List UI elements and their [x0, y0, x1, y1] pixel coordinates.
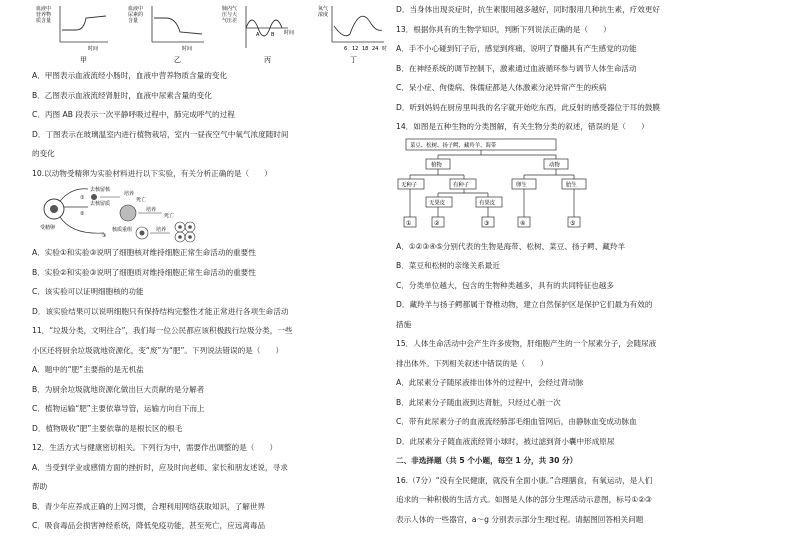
q12-stem: 12．生活方式与健康密切相关。下列行为中，需要作出调整的是（ ） [32, 443, 278, 452]
tree-animal: 动物 [549, 162, 560, 168]
bing-ylabel-2: 压与大 [222, 12, 238, 18]
jia-caption: 甲 [80, 56, 87, 64]
section-heading: 二、非选择题（共 5 个小题，每空 1 分，共 30 分） [396, 456, 578, 465]
q13-stem: 13．根据你具有的生物学知识，判断下列说法正确的是（ ） [396, 24, 611, 34]
q10-r2-label: 去核留质 [90, 201, 111, 207]
graph-yi [128, 5, 204, 64]
right-column [396, 0, 766, 529]
ding-ylabel-1: 氧气 [318, 6, 329, 12]
ding-tick-6: 6 [344, 46, 348, 52]
tree-leaf-1: ① [406, 219, 412, 227]
q13-option-d: D．听到妈妈在厨房里叫我的名字就开始吃东西，此反射的感受器位于耳的鼓膜 [396, 102, 661, 112]
q10-r1-label: 去核留核 [90, 187, 111, 193]
q11-option-b: B．为厨余垃圾就地资源化做出巨大贡献的是分解者 [32, 384, 205, 394]
bing-ylabel-1: 肺内气 [222, 6, 238, 12]
q16-line-3: 表示人体的一些器官，a～g 分别表示部分生理过程。请据图回答相关问题 [396, 514, 644, 524]
q14-classification-tree [396, 137, 766, 237]
ding-xunit: 时 [382, 46, 388, 52]
q10-option-b: B．实验②和实验③说明了细胞质对维持细胞正常生命活动的重要性 [32, 267, 256, 277]
ding-caption: 丁 [350, 56, 357, 64]
q10-egg-label: 受精卵 [40, 225, 56, 231]
tree-leaf-3: ③ [484, 219, 490, 227]
q10-experiment-svg [32, 183, 402, 243]
q13-option-a: A．手不小心碰到钉子后，感觉到疼痛，说明了脊髓具有产生感觉的功能 [396, 44, 637, 53]
q10-n1: ① [80, 195, 85, 201]
q16-line-2: 追求的一种积极的生活方式。如图是人体的部分生理活动示意图，标号①②③ [396, 495, 652, 504]
bing-point-a: A [256, 32, 260, 38]
bing-xlabel: 时间 [284, 30, 295, 36]
q12-option-a: A．当受到学业或感情方面的挫折时，应及时向老师、家长和朋友述说，寻求 [32, 462, 288, 472]
q13-option-b: B．在神经系统的调节控制下，激素通过血液循环参与调节人体生命活动 [396, 63, 637, 73]
ding-tick-18: 18 [362, 46, 369, 52]
q10-option-d: D．该实验结果可以说明细胞只有保持结构完整性才能正常进行各项生命活动 [32, 306, 289, 316]
ding-ylabel-2: 浓度 [318, 12, 329, 18]
q15-option-c: C．带有此尿素分子的血液流经肺部毛细血管网后，由静脉血变成动脉血 [396, 417, 637, 426]
yi-ylabel-2: 尿素的 [128, 12, 144, 18]
tree-leaf-5: ⑤ [570, 219, 576, 227]
graph-bing [222, 5, 294, 64]
figure-row-jia-yi-bing-ding [32, 0, 402, 66]
yi-ylabel-3: 含量 [128, 18, 139, 24]
q11-stem-2: 小区还将厨余垃圾就地资源化，变“废”为“肥”。下列说法错误的是（ ） [32, 345, 284, 355]
tree-leaf-2: ② [434, 219, 440, 227]
q14-option-d: D．藏羚羊与扬子鳄都属于脊椎动物，建立自然保护区是保护它们最为有效的 [396, 300, 653, 309]
q15-stem-2: 排出体外。下列相关叙述中错误的是（ ） [396, 358, 548, 368]
tree-noseed: 无种子 [401, 182, 418, 188]
q10-n2: ② [80, 211, 85, 217]
q10-r3-label: 核质重组 [112, 227, 133, 233]
bing-point-b: B [271, 32, 275, 38]
q10-n3: ③ [102, 233, 107, 239]
tree-root: 菜豆、松树、扬子鳄、藏羚羊、海带 [410, 142, 497, 149]
q12-option-c: C．吸食毒品会损害神经系统，降低免疫功能，甚至死亡，应远离毒品 [32, 521, 266, 530]
q10-r2-culture: 培养 [146, 207, 157, 213]
jia-xlabel: 时间 [88, 46, 99, 52]
q15-option-a: A．此尿素分子随尿液排出体外的过程中，会经过肾动脉 [396, 378, 584, 387]
ding-tick-12: 12 [352, 46, 359, 52]
q12-option-b: B．青少年应养成正确的上网习惯，合理利用网络获取知识，了解世界 [32, 501, 266, 511]
bing-caption: 丙 [264, 56, 271, 64]
tree-noshell: 无果皮 [429, 200, 446, 206]
q11-stem-1: 11．“垃圾分类，文明往合”，我们每一位公民都应该积极践行垃圾分类，一些 [32, 326, 293, 335]
q14-option-d-cont: 措施 [396, 319, 412, 329]
q12-option-d: D．当身体出现炎症时，抗生素服用越多越好，同时服用几种抗生素，疗效更好 [396, 5, 661, 14]
q10-option-a: A．实验①和实验③说明了细胞核对维持细胞正常生命活动的重要性 [32, 248, 256, 257]
graph-jia [36, 5, 108, 64]
classification-tree-svg [396, 137, 766, 237]
q14-option-a: A．①②③④⑤分别代表的生物是海带、松树、菜豆、扬子鳄、藏羚羊 [396, 241, 626, 251]
q10-stem: 10.以动物受精卵为实验材料进行以下实验，有关分析正确的是（ ） [32, 168, 272, 178]
q11-option-a: A．题中的“肥”主要指的是无机盐 [32, 365, 144, 374]
q10-r2-dead: 死亡 [164, 213, 175, 219]
q10-r3-culture: 培养 [156, 227, 167, 233]
q16-line-1: 16.（7分）“没有全民健康，就没有全面小康。”合理膳食，有氧运动，是人们 [396, 475, 653, 485]
jia-ylabel-1: 血液中 [36, 6, 52, 12]
graphs-svg [32, 0, 402, 66]
yi-ylabel-1: 血液中 [128, 6, 144, 12]
left-column [32, 0, 402, 536]
q13-option-c: C．呆小症、佝偻病、侏儒症都是人体激素分泌异常产生的疾病 [396, 83, 607, 92]
tree-seed: 有种子 [453, 182, 470, 188]
tree-egg: 卵生 [516, 182, 527, 188]
q15-stem-1: 15．人体生命活动中会产生许多废物，肝细胞产生的一个尿素分子，会随尿液 [396, 339, 657, 348]
q12-option-a-cont: 帮助 [32, 482, 48, 491]
yi-caption: 乙 [174, 56, 181, 64]
q9-option-d: D．丁图表示在玻璃温室内进行植物栽培，室内一昼夜空气中氧气浓度随时间 [32, 129, 289, 139]
tree-leaf-4: ④ [520, 219, 526, 227]
q10-r1-dead: 死亡 [136, 197, 147, 203]
q9-option-b: B．乙图表示血液流经肾脏时，血液中尿素含量的变化 [32, 90, 212, 100]
q10-figure [32, 183, 402, 243]
q11-option-d: D．植物吸收“肥”主要依靠的是根长区的根毛 [32, 423, 183, 433]
jia-ylabel-3: 质含量 [36, 18, 52, 24]
q10-r1-culture: 培养 [124, 191, 135, 197]
q14-option-b: B．菜豆和松树的亲缘关系最近 [396, 261, 500, 270]
q9-option-c: C．丙图 AB 段表示一次平静呼吸过程中，肺完成呼气的过程 [32, 110, 235, 119]
q9-option-a: A．甲图表示血液流经小肠时，血液中营养物质含量的变化 [32, 71, 228, 80]
yi-xlabel: 时间 [182, 46, 193, 52]
q15-option-b: B．此尿素分子随血液到达肾脏，只经过心脏一次 [396, 397, 561, 407]
q9-option-d-cont: 的变化 [32, 149, 55, 158]
bing-ylabel-3: 气压差 [222, 18, 238, 24]
ding-tick-24: 24 [372, 46, 379, 52]
q15-option-d: D．此尿素分子随血液流经肾小球时，被过滤到肾小囊中形成原尿 [396, 436, 615, 446]
q10-option-c: C．该实验可以证明细胞核的功能 [32, 287, 144, 296]
tree-shell: 有果皮 [479, 200, 496, 206]
graph-ding [318, 5, 387, 64]
jia-ylabel-2: 营养物 [36, 12, 52, 18]
q14-stem: 14．如图是五种生物的分类图解，有关生物分类的叙述，错误的是（ ） [396, 122, 649, 131]
tree-birth: 胎生 [566, 182, 577, 188]
q11-option-c: C．植物运输“肥”主要依靠导管，运输方向自下而上 [32, 404, 205, 413]
tree-plant: 植物 [431, 162, 442, 168]
q14-option-c: C．分类单位越大，包含的生物种类越多，具有的共同特征也越多 [396, 280, 614, 290]
